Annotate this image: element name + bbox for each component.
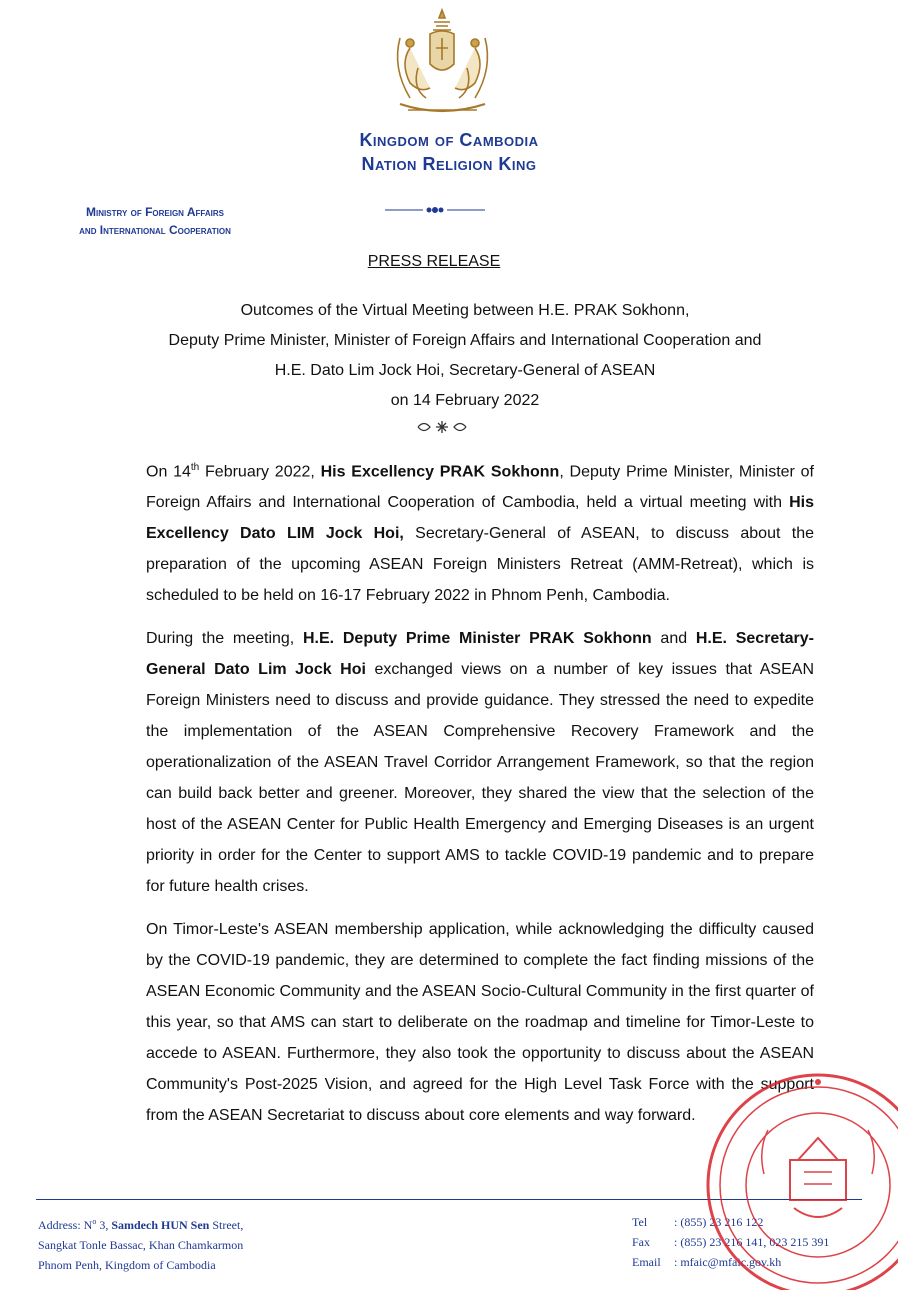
official-red-seal-stamp [678,1060,898,1290]
header-ornament-divider [385,204,485,216]
email-row: Email : mfaic@mfaic.gov.kh [632,1255,782,1269]
kingdom-line-2: Nation Religion King [361,154,537,174]
royal-coat-of-arms-emblem [380,8,505,118]
tel-row: Tel : (855) 23 216 122 [632,1215,764,1229]
title-line: Deputy Prime Minister, Minister of Foreign Affairs and International Cooperation and [168,332,762,349]
body-paragraph-2: During the meeting, H.E. Deputy Prime Minister PRAK Sokhonn and H.E. Secretary-General Dato Lim Jock Hoi exchanged views on a number of key issues that ASEAN Foreign Ministers need to discuss and provide guidance. They stressed the need to expedite the implementation of the ASEAN Comprehensive Recovery Framework and the operationalization of the ASEAN Travel Corridor Arrangement Framework, so that the region can build back better and greener. Moreover, they shared the view that the selection of the host of the ASEAN Center for Public Health Emergency and Emerging Diseases is an urgent priority in order for the Center to support AMS to tackle COVID-19 pandemic and to prepare for future health crises. [146,630,815,896]
footer-address [38,1212,243,1275]
ministry-header [30,203,280,239]
kingdom-line-1: Kingdom of Cambodia [359,130,539,150]
title-ornament [412,418,472,436]
body-paragraph-3: On Timor-Leste's ASEAN membership application, while acknowledging the difficulty caused by the COVID-19 pandemic, they are determined to complete the fact finding missions of the ASEAN Economic Community and the ASEAN Socio-Cultural Community in the first quarter of this year, so that AMS can start to deliberate on the roadmap and timeline for Timor-Leste to accede to ASEAN. Furthermore, they also took the opportunity to discuss about the ASEAN Community's Post-2025 Vision, and agreed for the High Level Task Force with the support from the ASEAN Secretariat to discuss about core elements and way forward. [146,921,814,1125]
ministry-line-1: Ministry of Foreign Affairs [86,205,224,219]
press-release-heading: PRESS RELEASE [367,253,501,270]
fax-row: Fax : (855) 23 216 141, 023 215 391 [632,1235,830,1249]
title-line: Outcomes of the Virtual Meeting between H.E. PRAK Sokhonn, [240,302,690,319]
press-release-title [120,296,810,416]
press-release-body [146,452,814,1143]
body-paragraph-1: On 14th February 2022, His Excellency PRAK Sokhonn, Deputy Prime Minister, Minister of Foreign Affairs and International Cooperation of Cambodia, held a virtual meeting with His Excellency Dato LIM Jock Hoi, Secretary-General of ASEAN, to discuss about the preparation of the upcoming ASEAN Foreign Ministers Retreat (AMM-Retreat), which is scheduled to be held on 16-17 February 2022 in Phnom Penh, Cambodia. [146,462,814,605]
title-line: H.E. Dato Lim Jock Hoi, Secretary-General of ASEAN [274,362,656,379]
ministry-line-2: and International Cooperation [79,223,231,237]
title-line: on 14 February 2022 [390,392,540,409]
address-line-1: Address: $N^o$ 3, Samdech HUN Sen Street, [38,1217,244,1232]
address-line-2: Sangkat Tonle Bassac, Khan Chamkarmon [38,1238,244,1252]
kingdom-header [0,128,898,176]
address-line-3: Phnom Penh, Kingdom of Cambodia [38,1258,216,1272]
